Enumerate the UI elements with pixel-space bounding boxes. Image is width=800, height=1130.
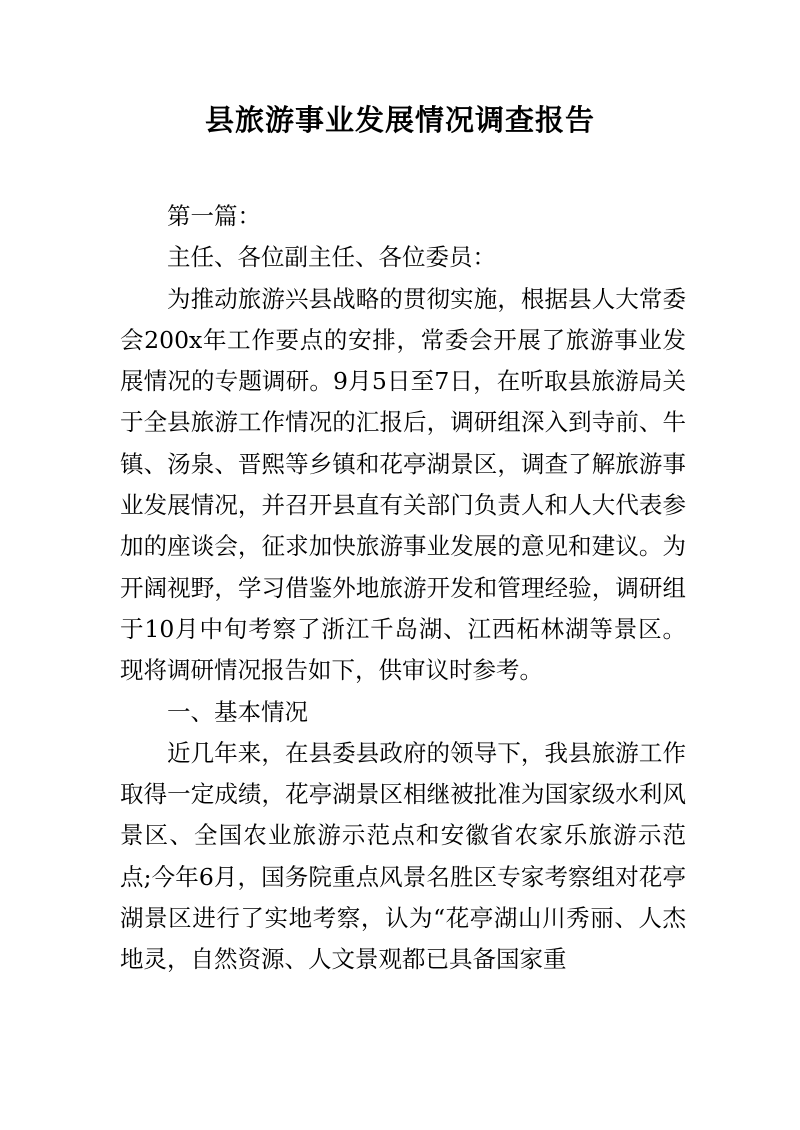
document-title: 县旅游事业发展情况调查报告 xyxy=(204,103,595,137)
body-paragraph: 为推动旅游兴县战略的贯彻实施，根据县人大常委会200x年工作要点的安排，常委会开展了旅游事业发展情况的专题调研。9月5日至7日，在听取县旅游局关于全县旅游工作情况的汇报后，调研组深入到寺前、牛镇、汤泉、晋熙等乡镇和花亭湖景区，调查了解旅游事业发展情况，并召开县直有关部门负责人和人大代表参加的座谈会，征求加快旅游事业发展的意见和建议。为开阔视野，学习借鉴外地旅游开发和管理经验，调研组于10月中旬考察了浙江千岛湖、江西柘林湖等景区。现将调研情况报告如下，供审议时参考。 xyxy=(120,284,686,685)
body-paragraph: 近几年来，在县委县政府的领导下，我县旅游工作取得一定成绩，花亭湖景区相继被批准为国家级水利风景区、全国农业旅游示范点和安徽省农家乐旅游示范点;今年6月，国务院重点风景名胜区专家考察组对花亭湖景区进行了实地考察，认为“花亭湖山川秀丽、人杰地灵，自然资源、人文景观都已具备国家重 xyxy=(120,738,686,974)
document-body xyxy=(120,196,686,981)
salutation: 主任、各位副主任、各位委员： xyxy=(167,243,496,272)
section-heading: 第一篇： xyxy=(167,202,261,230)
section-heading: 一、基本情况 xyxy=(167,697,308,726)
